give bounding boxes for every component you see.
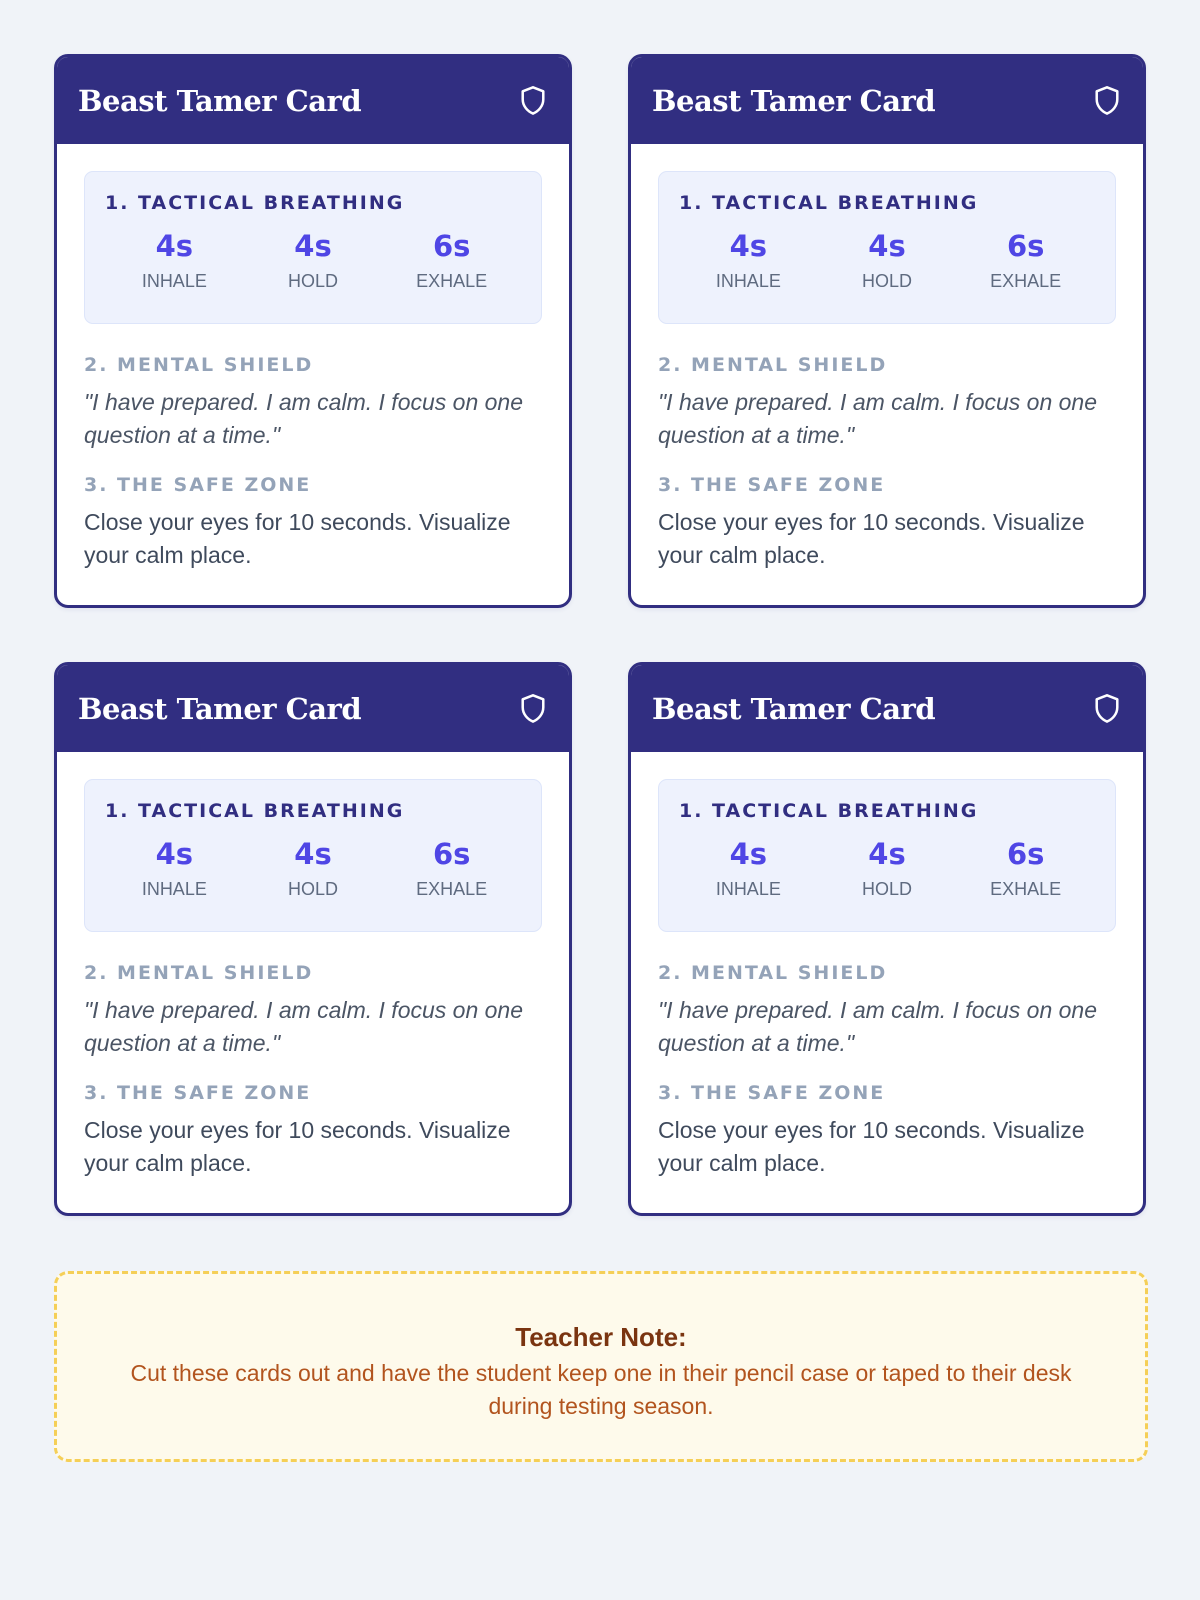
breathing-step-value: 4s	[294, 229, 332, 263]
card-grid	[54, 54, 1148, 1216]
breathing-step-exhale	[956, 229, 1095, 292]
tactical-breathing-label: 1. TACTICAL BREATHING	[105, 800, 405, 822]
safe-zone-label: 3. THE SAFE ZONE	[658, 474, 886, 496]
breathing-step-hold	[244, 229, 383, 292]
breathing-step-label: EXHALE	[416, 271, 488, 291]
breathing-step-value: 4s	[729, 229, 768, 263]
breathing-step-label: INHALE	[141, 879, 207, 899]
card-title: Beast Tamer Card	[652, 83, 936, 118]
beast-tamer-card	[628, 662, 1146, 1216]
mental-shield-quote: "I have prepared. I am calm. I focus on one question at a time."	[84, 997, 524, 1056]
breathing-step-value: 4s	[294, 837, 332, 871]
card-title: Beast Tamer Card	[78, 83, 362, 118]
breathing-step-label: HOLD	[862, 879, 913, 899]
breathing-step-label: INHALE	[141, 271, 207, 291]
breathing-step-exhale	[956, 837, 1095, 900]
card-header	[57, 665, 569, 752]
breathing-step-inhale	[105, 229, 244, 292]
safe-zone-label: 3. THE SAFE ZONE	[84, 474, 312, 496]
breathing-step-label: HOLD	[862, 271, 913, 291]
mental-shield-label: 2. MENTAL SHIELD	[84, 354, 314, 376]
shield-icon	[1093, 85, 1121, 117]
breathing-step-value: 6s	[1006, 837, 1045, 871]
breathing-step-inhale	[105, 837, 244, 900]
tactical-breathing-label: 1. TACTICAL BREATHING	[105, 192, 405, 214]
breathing-step-label: INHALE	[715, 271, 781, 291]
breathing-step-label: EXHALE	[416, 879, 488, 899]
breathing-step-exhale	[382, 229, 521, 292]
safe-zone-text: Close your eyes for 10 seconds. Visualize your calm place.	[658, 1117, 1085, 1176]
card-body	[631, 752, 1143, 1180]
beast-tamer-card	[628, 54, 1146, 608]
teacher-note	[54, 1271, 1148, 1462]
shield-icon	[519, 693, 547, 725]
breathing-steps	[105, 229, 521, 292]
safe-zone-text: Close your eyes for 10 seconds. Visualize your calm place.	[84, 1117, 511, 1176]
breathing-step-value: 6s	[432, 837, 471, 871]
breathing-step-label: EXHALE	[990, 271, 1062, 291]
tactical-breathing-panel	[658, 779, 1116, 932]
breathing-steps	[679, 229, 1095, 292]
tactical-breathing-panel	[84, 171, 542, 324]
breathing-step-value: 6s	[1006, 229, 1045, 263]
card-title: Beast Tamer Card	[652, 691, 936, 726]
breathing-step-value: 4s	[155, 229, 194, 263]
beast-tamer-card	[54, 662, 572, 1216]
breathing-step-label: HOLD	[288, 879, 339, 899]
tactical-breathing-panel	[658, 171, 1116, 324]
breathing-step-label: EXHALE	[990, 879, 1062, 899]
breathing-step-value: 4s	[729, 837, 768, 871]
mental-shield-quote: "I have prepared. I am calm. I focus on one question at a time."	[658, 389, 1098, 448]
card-body	[57, 752, 569, 1180]
beast-tamer-card	[54, 54, 572, 608]
shield-icon	[1093, 693, 1121, 725]
shield-icon	[519, 85, 547, 117]
mental-shield-label: 2. MENTAL SHIELD	[84, 962, 314, 984]
safe-zone-label: 3. THE SAFE ZONE	[658, 1082, 886, 1104]
breathing-step-hold	[818, 837, 957, 900]
breathing-step-value: 6s	[432, 229, 471, 263]
breathing-step-hold	[244, 837, 383, 900]
breathing-step-inhale	[679, 229, 818, 292]
mental-shield-label: 2. MENTAL SHIELD	[658, 962, 888, 984]
mental-shield-label: 2. MENTAL SHIELD	[658, 354, 888, 376]
breathing-step-inhale	[679, 837, 818, 900]
breathing-step-hold	[818, 229, 957, 292]
breathing-step-value: 4s	[868, 229, 906, 263]
breathing-step-label: INHALE	[715, 879, 781, 899]
mental-shield-quote: "I have prepared. I am calm. I focus on one question at a time."	[84, 389, 524, 448]
breathing-step-label: HOLD	[288, 271, 339, 291]
mental-shield-quote: "I have prepared. I am calm. I focus on one question at a time."	[658, 997, 1098, 1056]
tactical-breathing-label: 1. TACTICAL BREATHING	[679, 800, 979, 822]
breathing-steps	[679, 837, 1095, 900]
safe-zone-text: Close your eyes for 10 seconds. Visualize your calm place.	[658, 509, 1085, 568]
card-header	[631, 665, 1143, 752]
breathing-steps	[105, 837, 521, 900]
card-body	[57, 144, 569, 572]
safe-zone-label: 3. THE SAFE ZONE	[84, 1082, 312, 1104]
card-title: Beast Tamer Card	[78, 691, 362, 726]
tactical-breathing-label: 1. TACTICAL BREATHING	[679, 192, 979, 214]
breathing-step-value: 4s	[868, 837, 906, 871]
card-body	[631, 144, 1143, 572]
breathing-step-value: 4s	[155, 837, 194, 871]
safe-zone-text: Close your eyes for 10 seconds. Visualize your calm place.	[84, 509, 511, 568]
tactical-breathing-panel	[84, 779, 542, 932]
card-header	[57, 57, 569, 144]
card-header	[631, 57, 1143, 144]
breathing-step-exhale	[382, 837, 521, 900]
teacher-note-text: Cut these cards out and have the student keep one in their pencil case or taped to their desk during testing season.	[130, 1360, 1072, 1419]
teacher-note-title: Teacher Note:	[515, 1322, 687, 1352]
